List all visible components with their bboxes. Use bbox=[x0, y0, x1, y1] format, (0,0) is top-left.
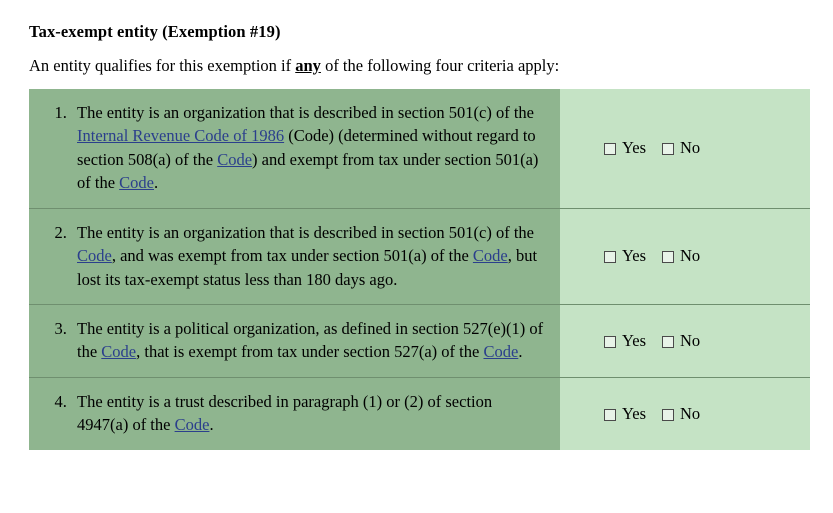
criteria-table-body bbox=[29, 89, 810, 450]
code-reference-link[interactable]: Code bbox=[483, 342, 519, 362]
intro-text-before: An entity qualifies for this exemption if bbox=[29, 56, 296, 75]
intro-emphasis: any bbox=[295, 56, 321, 75]
yes-label: Yes bbox=[622, 403, 647, 423]
criteria-text-fragment: (Code) (determined without regard to section 508(a) of the bbox=[77, 126, 536, 169]
criteria-item bbox=[71, 101, 546, 195]
code-reference-link[interactable]: Code bbox=[119, 173, 154, 193]
no-option[interactable] bbox=[662, 138, 700, 158]
criteria-answer-cell bbox=[560, 304, 810, 377]
yes-checkbox[interactable] bbox=[604, 336, 616, 348]
criteria-text-fragment: . bbox=[209, 415, 214, 435]
criteria-answer-cell bbox=[560, 208, 810, 304]
criteria-text-fragment: The entity is an organization that is described in section 501(c) of the bbox=[77, 103, 534, 122]
yes-checkbox[interactable] bbox=[604, 251, 616, 263]
criteria-text-fragment: , that is exempt from tax under section 527(a) of the bbox=[136, 342, 484, 362]
code-reference-link[interactable]: Code bbox=[174, 415, 210, 435]
criteria-item bbox=[71, 317, 546, 364]
criteria-ordered-list bbox=[43, 390, 546, 437]
no-label: No bbox=[680, 403, 701, 423]
criteria-row bbox=[29, 89, 810, 208]
yes-option[interactable] bbox=[604, 331, 646, 351]
code-reference-link[interactable]: Code bbox=[101, 342, 137, 362]
code-reference-link[interactable]: Code bbox=[217, 149, 253, 169]
criteria-text-fragment: , but lost its tax-exempt status less than 180 days ago. bbox=[77, 246, 538, 289]
yes-label: Yes bbox=[622, 138, 647, 158]
criteria-text-fragment: The entity is an organization that is described in section 501(c) of the bbox=[77, 222, 534, 242]
intro-paragraph bbox=[29, 56, 808, 76]
criteria-text-cell bbox=[29, 377, 560, 449]
criteria-row bbox=[29, 377, 810, 449]
criteria-table bbox=[29, 89, 810, 450]
no-label: No bbox=[680, 330, 701, 350]
criteria-text-fragment: . bbox=[518, 342, 523, 362]
criteria-text-cell bbox=[29, 89, 560, 208]
yes-checkbox[interactable] bbox=[604, 143, 616, 155]
yes-option[interactable] bbox=[604, 246, 646, 266]
criteria-ordered-list bbox=[43, 101, 546, 195]
criteria-text-cell bbox=[29, 304, 560, 377]
yes-no-group bbox=[572, 246, 798, 266]
no-option[interactable] bbox=[662, 246, 700, 266]
criteria-answer-cell bbox=[560, 89, 810, 208]
yes-label: Yes bbox=[622, 246, 647, 266]
yes-no-group bbox=[572, 138, 798, 158]
criteria-item bbox=[71, 390, 546, 437]
no-option[interactable] bbox=[662, 404, 700, 424]
criteria-row bbox=[29, 304, 810, 377]
yes-no-group bbox=[572, 404, 798, 424]
criteria-answer-cell bbox=[560, 377, 810, 449]
no-label: No bbox=[680, 246, 701, 266]
no-checkbox[interactable] bbox=[662, 143, 674, 155]
yes-option[interactable] bbox=[604, 404, 646, 424]
code-reference-link[interactable]: Code bbox=[77, 246, 112, 266]
criteria-row bbox=[29, 208, 810, 304]
no-checkbox[interactable] bbox=[662, 336, 674, 348]
criteria-text-fragment: The entity is a political organization, as defined in section 527(e)(1) of the bbox=[77, 318, 544, 362]
yes-option[interactable] bbox=[604, 138, 646, 158]
criteria-text-fragment: . bbox=[154, 173, 159, 193]
no-checkbox[interactable] bbox=[662, 409, 674, 421]
criteria-text-cell bbox=[29, 208, 560, 304]
yes-label: Yes bbox=[622, 330, 647, 350]
code-reference-link[interactable]: Internal Revenue Code of 1986 bbox=[77, 126, 285, 146]
yes-no-group bbox=[572, 331, 798, 351]
no-option[interactable] bbox=[662, 331, 700, 351]
criteria-text-fragment: The entity is a trust described in paragraph (1) or (2) of section 4947(a) of the bbox=[77, 391, 493, 435]
no-label: No bbox=[680, 138, 701, 158]
criteria-ordered-list bbox=[43, 221, 546, 291]
page-title: Tax-exempt entity (Exemption #19) bbox=[29, 22, 281, 41]
code-reference-link[interactable]: Code bbox=[472, 246, 508, 266]
criteria-text-fragment: , and was exempt from tax under section 501(a) of the bbox=[111, 246, 473, 266]
no-checkbox[interactable] bbox=[662, 251, 674, 263]
criteria-ordered-list bbox=[43, 317, 546, 364]
yes-checkbox[interactable] bbox=[604, 409, 616, 421]
intro-text-after: of the following four criteria apply: bbox=[320, 56, 560, 75]
criteria-text-fragment: ) and exempt from tax under section 501(a) of the bbox=[77, 149, 539, 193]
criteria-item bbox=[71, 221, 546, 291]
